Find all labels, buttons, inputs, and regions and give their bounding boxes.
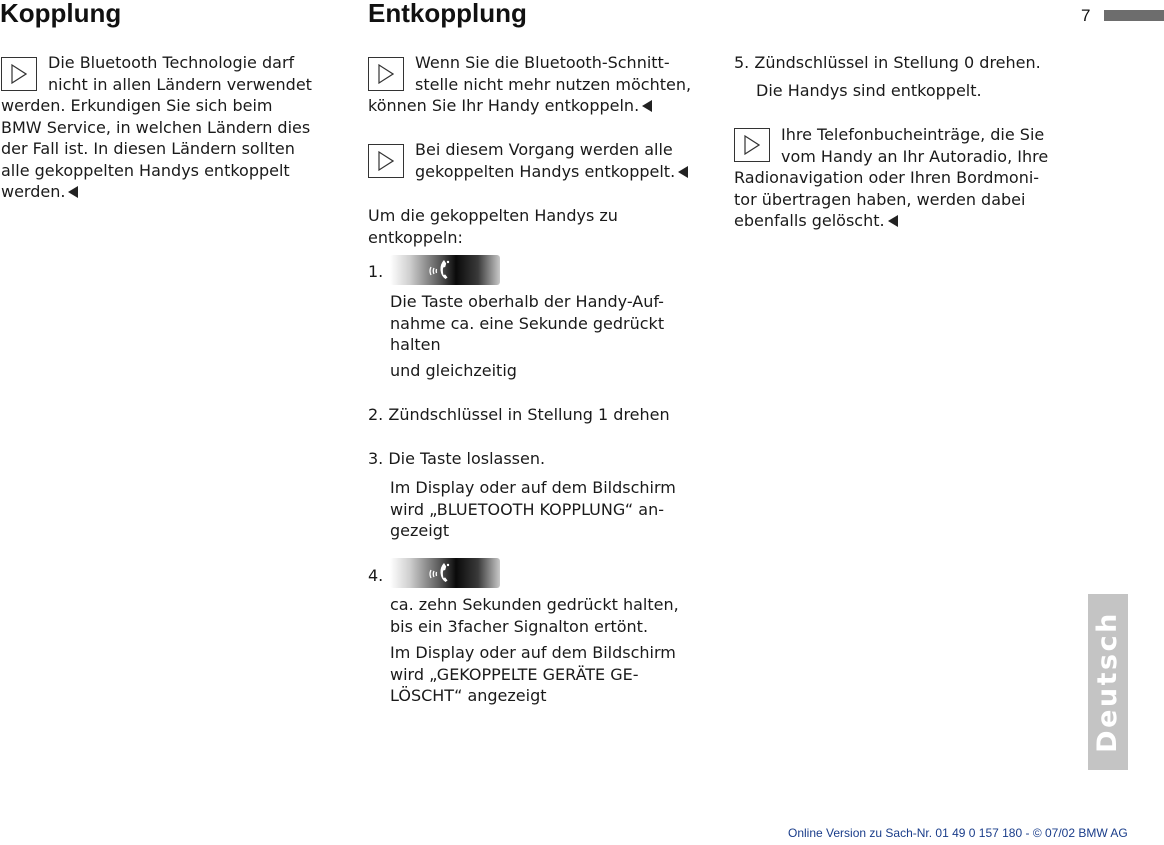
note-line: nicht in allen Ländern verwendet	[48, 74, 312, 94]
step4-number: 4.	[368, 566, 384, 585]
note-triangle-icon	[1, 57, 37, 91]
note-line: BMW Service, in welchen Ländern dies	[1, 117, 311, 137]
page-marker-bar	[1104, 10, 1164, 21]
note-line: stelle nicht mehr nutzen möchten,	[415, 74, 692, 94]
step3-detail	[390, 477, 676, 542]
page-number: 7	[1081, 6, 1091, 25]
end-mark-icon	[678, 166, 688, 178]
phone-button-step1	[390, 255, 500, 285]
footer-note: Online Version zu Sach-Nr. 01 49 0 157 180 - © 07/02 BMW AG	[788, 826, 1128, 840]
note-line: Die Bluetooth Technologie darf	[48, 53, 295, 72]
step-line: wird „GEKOPPELTE GERÄTE GE-	[390, 664, 639, 684]
step-line: bis ein 3facher Signalton ertönt.	[390, 616, 649, 636]
step-line: nahme ca. eine Sekunde gedrückt	[390, 313, 665, 333]
note-triangle-icon	[368, 57, 404, 91]
note-line: vom Handy an Ihr Autoradio, Ihre	[781, 146, 1049, 166]
note-line-text: werden.	[1, 182, 66, 201]
end-mark-icon	[888, 215, 898, 227]
note-line: tor übertragen haben, werden dabei	[734, 189, 1026, 209]
phone-voice-icon	[428, 561, 452, 585]
note-line: Bei diesem Vorgang werden alle	[415, 140, 673, 159]
note3-body	[734, 167, 1039, 232]
entkopplung-intro	[368, 205, 618, 248]
step1-text	[390, 291, 664, 356]
note-triangle-icon	[368, 144, 404, 178]
note-line: werden. Erkundigen Sie sich beim	[1, 96, 273, 115]
entkopplung-note1-indented	[415, 52, 691, 95]
note-line-text: ebenfalls gelöscht.	[734, 211, 885, 230]
phone-voice-icon	[428, 258, 452, 282]
note-line: Ihre Telefonbucheinträge, die Sie	[781, 125, 1045, 144]
step5-text: 5. Zündschlüssel in Stellung 0 drehen.	[734, 53, 1041, 72]
language-tab-label: Deutsch	[1092, 611, 1123, 753]
step-line: halten	[390, 335, 441, 354]
step-line: gezeigt	[390, 521, 450, 540]
step4-text	[390, 594, 679, 637]
kopplung-note-indented	[48, 52, 312, 95]
phone-button-step4	[390, 558, 500, 588]
kopplung-note-body	[1, 95, 310, 203]
step-line: LÖSCHT“ angezeigt	[390, 686, 547, 705]
note3-indented	[781, 124, 1048, 167]
intro-line: entkoppeln:	[368, 227, 463, 247]
step-line: Im Display oder auf dem Bildschirm	[390, 478, 676, 497]
note-line-last	[368, 95, 652, 117]
note-line-last	[1, 181, 310, 203]
step-line: wird „BLUETOOTH KOPPLUNG“ an-	[390, 499, 664, 519]
end-mark-icon	[642, 100, 652, 112]
end-mark-icon	[68, 186, 78, 198]
step5-detail: Die Handys sind entkoppelt.	[756, 81, 982, 100]
step1-number: 1.	[368, 262, 384, 281]
note-line-text: gekoppelten Handys entkoppelt.	[415, 161, 676, 181]
step3-text: 3. Die Taste loslassen.	[368, 449, 546, 468]
language-tab	[1088, 594, 1128, 770]
note-line-last	[734, 210, 1039, 232]
step4-detail	[390, 642, 676, 707]
step-line: Die Taste oberhalb der Handy-Auf-	[390, 292, 664, 311]
section-heading-kopplung: Kopplung	[0, 0, 122, 28]
entkopplung-note2	[415, 139, 688, 182]
note-line-last	[415, 161, 688, 183]
step2-text: 2. Zündschlüssel in Stellung 1 drehen	[368, 405, 670, 424]
entkopplung-note1-body	[368, 95, 652, 117]
section-heading-entkopplung: Entkopplung	[368, 0, 527, 28]
note-line: alle gekoppelten Handys entkoppelt	[1, 160, 290, 180]
step1-text2: und gleichzeitig	[390, 361, 517, 380]
note-line-text: können Sie Ihr Handy entkoppeln.	[368, 96, 640, 115]
note-triangle-icon	[734, 128, 770, 162]
step-line: Im Display oder auf dem Bildschirm	[390, 643, 676, 662]
step-line: ca. zehn Sekunden gedrückt halten,	[390, 595, 679, 614]
intro-line: Um die gekoppelten Handys zu	[368, 206, 618, 225]
note-line: Wenn Sie die Bluetooth-Schnitt-	[415, 53, 670, 72]
note-line: der Fall ist. In diesen Ländern sollten	[1, 139, 295, 158]
note-line: Radionavigation oder Ihren Bordmoni-	[734, 168, 1040, 187]
